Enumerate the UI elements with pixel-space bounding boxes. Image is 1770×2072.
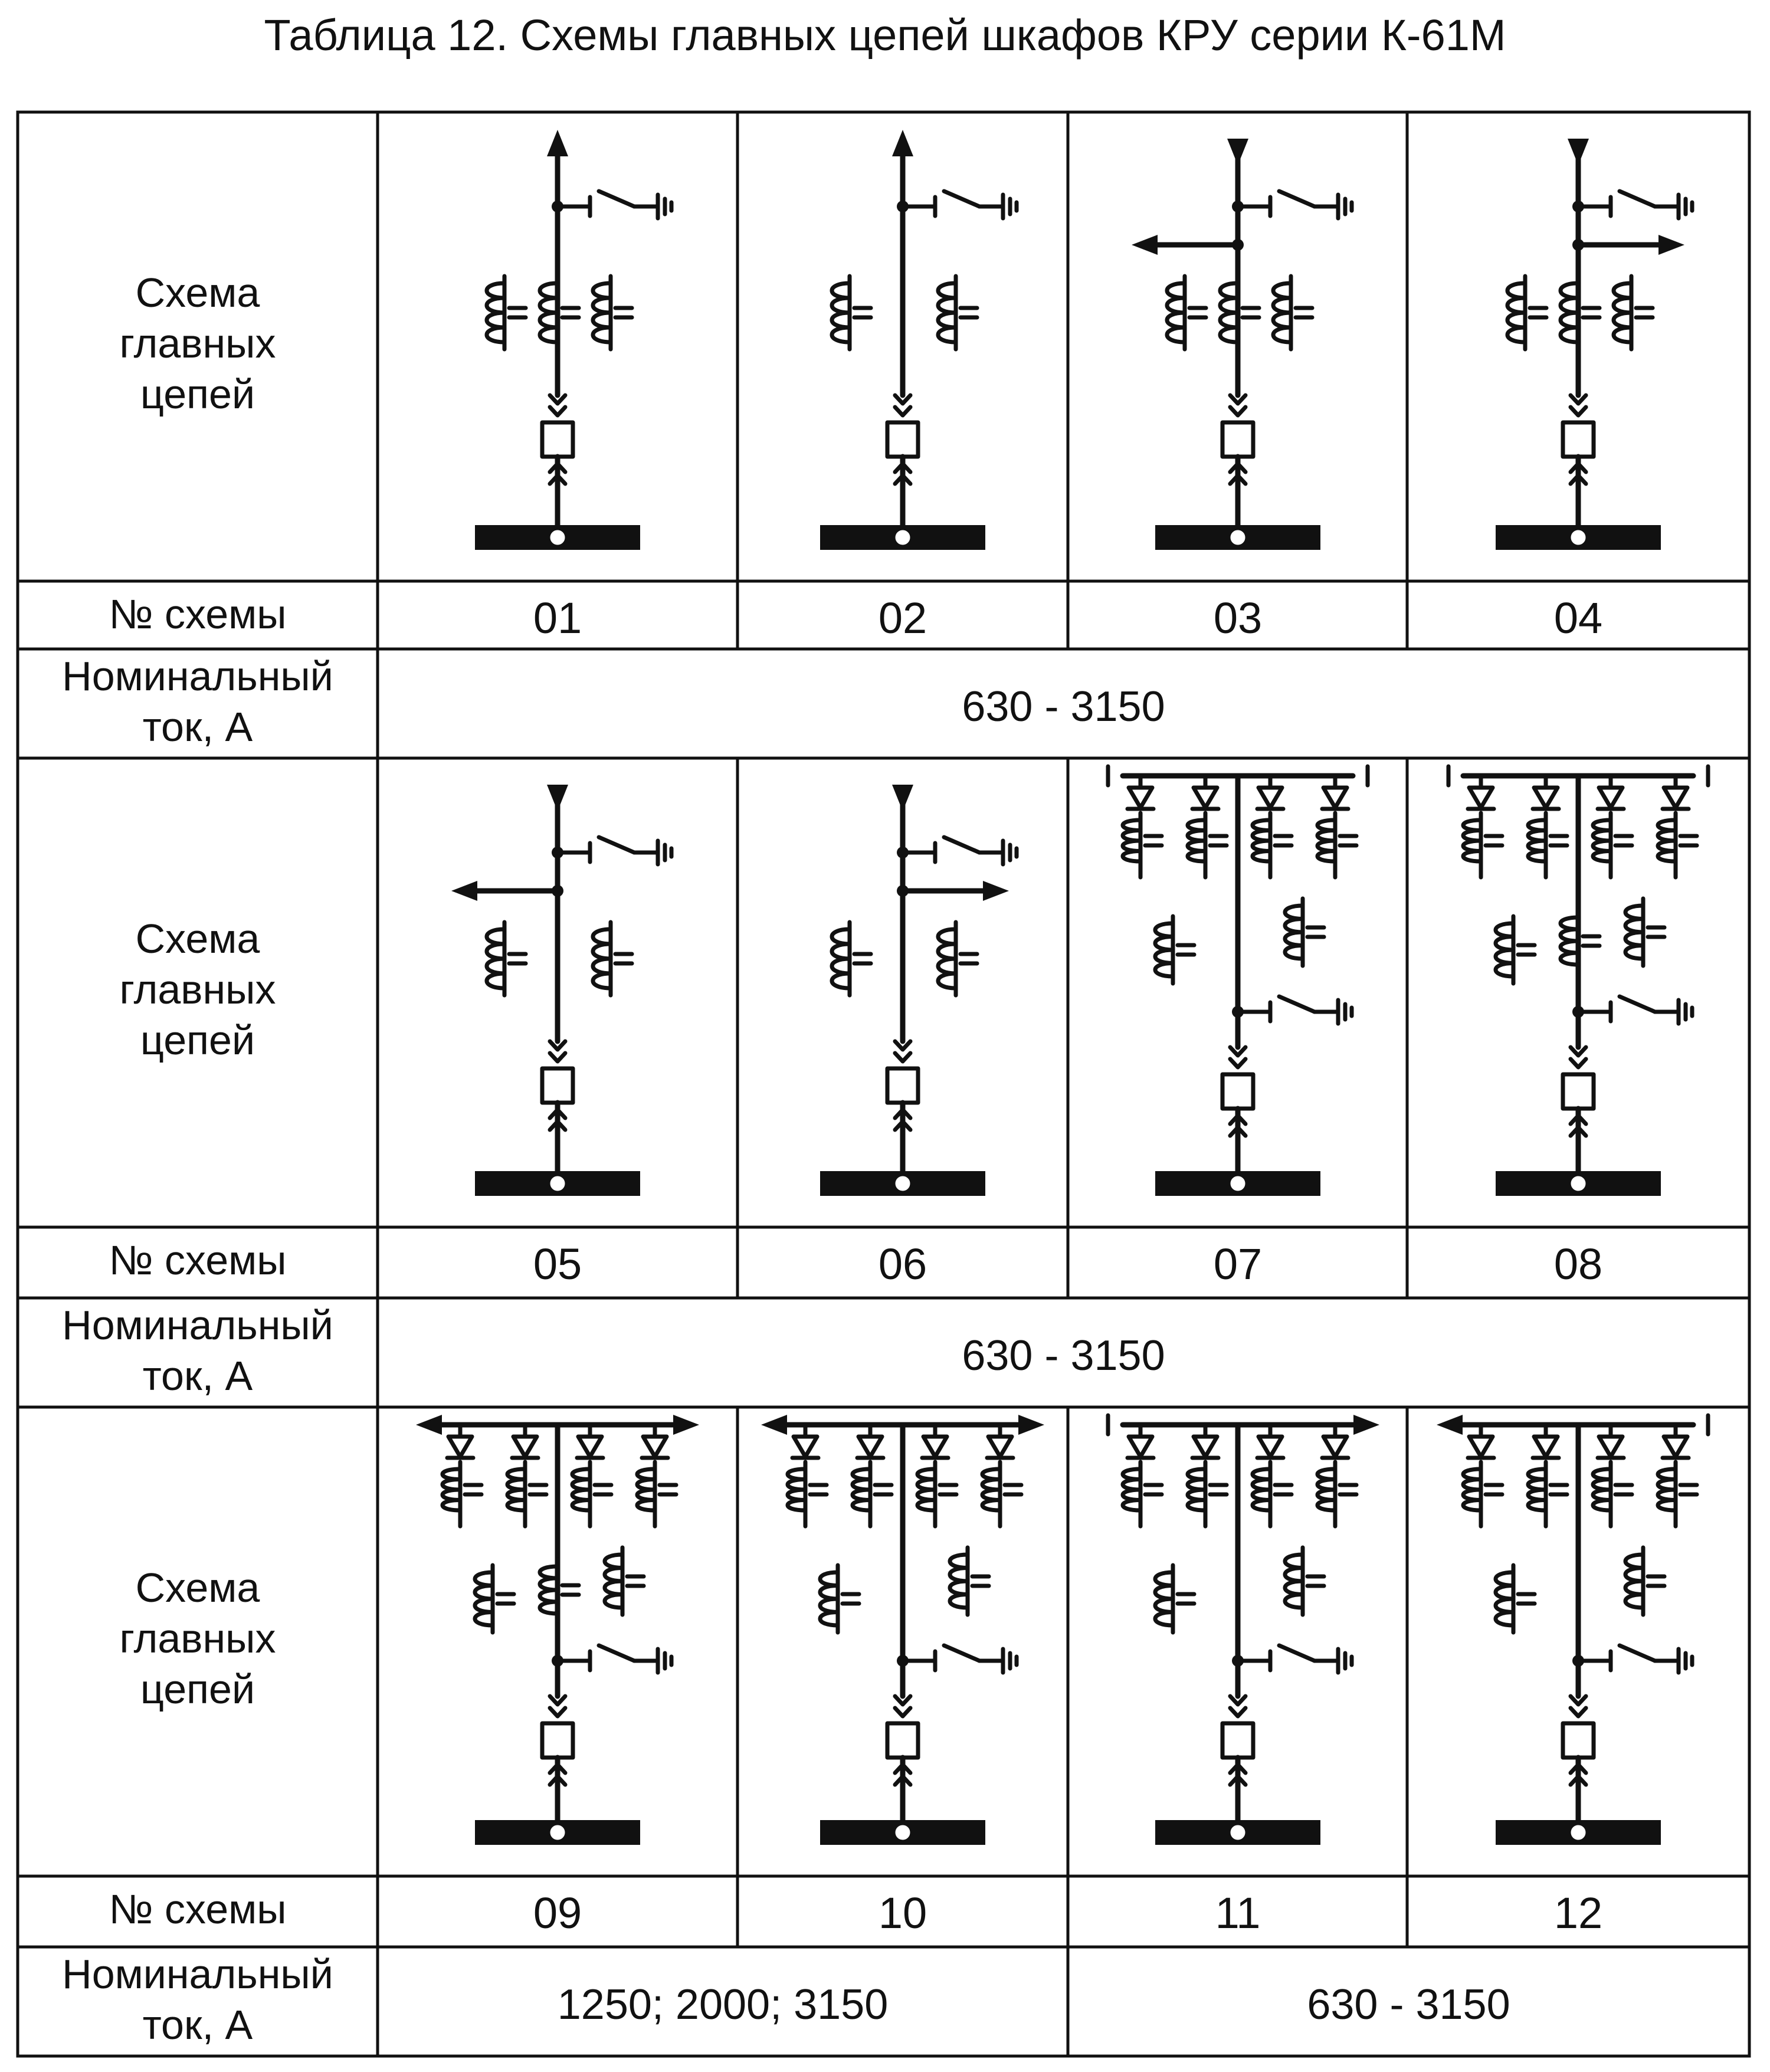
scheme-label-line: главных xyxy=(119,320,276,366)
scheme-row-label xyxy=(120,1565,276,1712)
scheme-diagram-03 xyxy=(1132,139,1352,550)
current-row-label xyxy=(62,1951,333,2048)
table-frame xyxy=(18,112,1749,2056)
scheme-label-line: Схема xyxy=(135,1565,260,1611)
scheme-row-label xyxy=(120,270,276,417)
block-1 xyxy=(18,112,1749,750)
current-row-label xyxy=(62,1302,333,1399)
scheme-number-10: 10 xyxy=(878,1889,927,1937)
number-row-label: № схемы xyxy=(109,591,287,637)
scheme-row-label xyxy=(120,916,276,1063)
scheme-label-line: главных xyxy=(119,966,276,1012)
current-label-line: Номинальный xyxy=(62,653,333,699)
scheme-diagram-05 xyxy=(451,785,671,1196)
rated-current-value: 630 - 3150 xyxy=(1307,1981,1510,2028)
current-label-line: ток, А xyxy=(142,1353,253,1399)
scheme-diagram-12 xyxy=(1437,1415,1708,1845)
scheme-number-01: 01 xyxy=(533,594,582,642)
scheme-diagram-10 xyxy=(761,1415,1044,1845)
table-title: Таблица 12. Схемы главных цепей шкафов КРУ серии К-61М xyxy=(264,11,1506,60)
scheme-diagram-01 xyxy=(475,130,671,550)
current-label-line: ток, А xyxy=(142,704,253,750)
scheme-diagram-06 xyxy=(820,785,1017,1196)
current-label-line: ток, А xyxy=(142,2002,253,2048)
scheme-number-03: 03 xyxy=(1213,594,1263,642)
scheme-number-05: 05 xyxy=(533,1240,582,1289)
scheme-number-09: 09 xyxy=(533,1889,582,1937)
scheme-number-11: 11 xyxy=(1215,1889,1261,1937)
scheme-number-12: 12 xyxy=(1553,1889,1603,1937)
scheme-label-line: Схема xyxy=(135,916,260,962)
current-label-line: Номинальный xyxy=(62,1302,333,1348)
scheme-diagram-09 xyxy=(416,1415,699,1845)
current-row-label xyxy=(62,653,333,750)
scheme-number-02: 02 xyxy=(878,594,927,642)
rated-current-value: 630 - 3150 xyxy=(962,683,1165,730)
rated-current-value: 1250; 2000; 3150 xyxy=(557,1981,889,2028)
scheme-number-08: 08 xyxy=(1553,1240,1603,1289)
scheme-label-line: главных xyxy=(119,1615,276,1661)
scheme-label-line: цепей xyxy=(140,371,255,417)
number-row-label: № схемы xyxy=(109,1886,287,1932)
block-3 xyxy=(18,1407,1749,2056)
number-row-label: № схемы xyxy=(109,1237,287,1283)
scheme-diagram-11 xyxy=(1108,1415,1379,1845)
scheme-diagram-04 xyxy=(1496,139,1692,550)
scheme-diagram-07 xyxy=(1108,766,1368,1196)
scheme-label-line: цепей xyxy=(140,1017,255,1063)
scheme-label-line: цепей xyxy=(140,1666,255,1712)
current-label-line: Номинальный xyxy=(62,1951,333,1997)
scheme-number-04: 04 xyxy=(1553,594,1603,642)
scheme-diagram-08 xyxy=(1448,766,1708,1196)
block-2 xyxy=(18,758,1749,1399)
scheme-label-line: Схема xyxy=(135,270,260,316)
scheme-diagram-02 xyxy=(820,130,1017,550)
scheme-number-06: 06 xyxy=(878,1240,927,1289)
rated-current-value: 630 - 3150 xyxy=(962,1332,1165,1379)
scheme-number-07: 07 xyxy=(1213,1240,1263,1289)
